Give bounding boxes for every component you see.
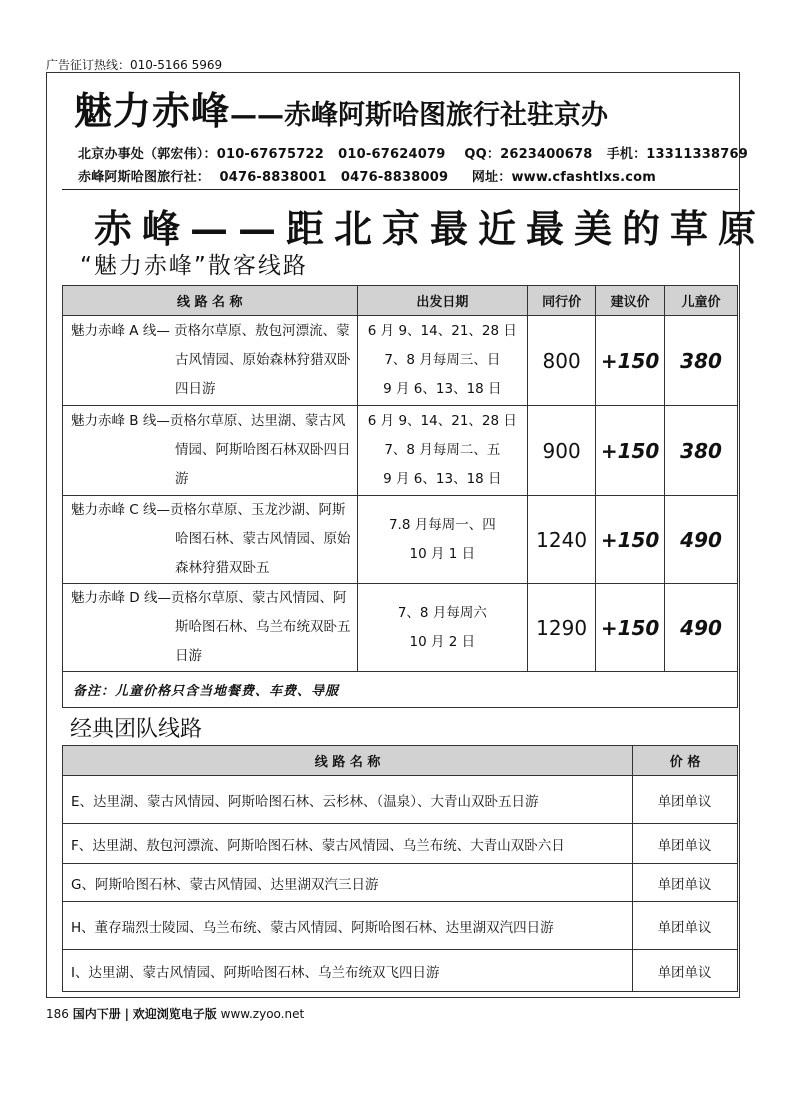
- suggested-price-cell: +150: [596, 316, 665, 406]
- table-row: [63, 824, 738, 864]
- child-price-note: 备注：儿童价格只含当地餐费、车费、导服: [63, 672, 738, 708]
- col-header-price: 价 格: [633, 746, 738, 776]
- dates-cell: 7、8 月每周六 10 月 2 日: [357, 584, 528, 672]
- table-row: [63, 406, 738, 496]
- page-number: 186: [46, 1007, 69, 1021]
- footer-section: 国内下册: [72, 1007, 121, 1021]
- price-cell: 单团单议: [633, 776, 738, 824]
- col-header-suggested: 建议价: [596, 286, 665, 316]
- scatter-routes-table: [62, 285, 738, 708]
- table-row: [63, 902, 738, 950]
- route-cell: 魅力赤峰 C 线—贡格尔草原、玉龙沙湖、阿斯哈图石林、蒙古风情园、原始森林狩猎双卧五: [63, 496, 358, 584]
- child-price-cell: 380: [665, 316, 738, 406]
- route-cell: 魅力赤峰 D 线—贡格尔草原、蒙古风情园、阿斯哈图石林、乌兰布统双卧五日游: [63, 584, 358, 672]
- suggested-price-cell: +150: [596, 406, 665, 496]
- suggested-price-cell: +150: [596, 496, 665, 584]
- route-cell: E、达里湖、蒙古风情园、阿斯哈图石林、云杉林、（温泉）、大青山双卧五日游: [63, 776, 633, 824]
- dates-cell: 6 月 9、14、21、28 日 7、8 月每周二、五 9 月 6、13、18 日: [357, 406, 528, 496]
- footer-tagline: 欢迎浏览电子版: [132, 1007, 217, 1021]
- route-cell: H、董存瑞烈士陵园、乌兰布统、蒙古风情园、阿斯哈图石林、达里湖双汽四日游: [63, 902, 633, 950]
- dates-cell: 7.8 月每周一、四 10 月 1 日: [357, 496, 528, 584]
- peer-price-cell: 800: [528, 316, 596, 406]
- footer-website: www.zyoo.net: [220, 1007, 305, 1021]
- col-header-peer-price: 同行价: [528, 286, 596, 316]
- contact-line-beijing: 北京办事处（郭宏伟）：010-67675722 010-67624079 QQ：2623400678 手机：13311338769: [78, 147, 749, 162]
- price-cell: 单团单议: [633, 950, 738, 992]
- child-price-cell: 490: [665, 496, 738, 584]
- peer-price-cell: 1240: [528, 496, 596, 584]
- note-row: [63, 672, 738, 708]
- route-cell: G、阿斯哈图石林、蒙古风情园、达里湖双汽三日游: [63, 864, 633, 902]
- brand-subtitle: ——赤峰阿斯哈图旅行社驻京办: [230, 100, 609, 131]
- table-row: [63, 776, 738, 824]
- footer-divider: |: [124, 1007, 129, 1021]
- route-cell: 魅力赤峰 B 线—贡格尔草原、达里湖、蒙古风情园、阿斯哈图石林双卧四日游: [63, 406, 358, 496]
- col-header-route: 线 路 名 称: [63, 286, 358, 316]
- price-cell: 单团单议: [633, 824, 738, 864]
- peer-price-cell: 1290: [528, 584, 596, 672]
- brand-title: 魅力赤峰——赤峰阿斯哈图旅行社驻京办: [74, 88, 609, 133]
- table-header-row: [63, 286, 738, 316]
- table-row: [63, 496, 738, 584]
- route-cell: I、达里湖、蒙古风情园、阿斯哈图石林、乌兰布统双飞四日游: [63, 950, 633, 992]
- route-cell: 魅力赤峰 A 线— 贡格尔草原、敖包河漂流、蒙古风情园、原始森林狩猎双卧四日游: [63, 316, 358, 406]
- peer-price-cell: 900: [528, 406, 596, 496]
- price-cell: 单团单议: [633, 902, 738, 950]
- page-footer: [46, 1005, 304, 1022]
- dates-cell: 6 月 9、14、21、28 日 7、8 月每周三、日 9 月 6、13、18 日: [357, 316, 528, 406]
- group-section-title: 经典团队线路: [70, 717, 203, 742]
- table-row: [63, 950, 738, 992]
- contact-line-agency: 赤峰阿斯哈图旅行社： 0476-8838001 0476-8838009 网址：www.cfashtlxs.com: [78, 170, 657, 185]
- ad-hotline: 广告征订热线：010-5166 5969: [46, 58, 223, 72]
- child-price-cell: 380: [665, 406, 738, 496]
- section-subheading: “魅力赤峰”散客线路: [80, 253, 308, 279]
- route-cell: F、达里湖、敖包河漂流、阿斯哈图石林、蒙古风情园、乌兰布统、大青山双卧六日: [63, 824, 633, 864]
- suggested-price-cell: +150: [596, 584, 665, 672]
- child-price-cell: 490: [665, 584, 738, 672]
- table-row: [63, 316, 738, 406]
- header-divider: [62, 189, 738, 190]
- table-row: [63, 864, 738, 902]
- table-header-row: [63, 746, 738, 776]
- col-header-child: 儿童价: [665, 286, 738, 316]
- price-cell: 单团单议: [633, 864, 738, 902]
- col-header-route: 线 路 名 称: [63, 746, 633, 776]
- col-header-dates: 出发日期: [357, 286, 528, 316]
- table-row: [63, 584, 738, 672]
- group-routes-table: [62, 745, 738, 992]
- page-headline: 赤峰——距北京最近最美的草原: [94, 206, 767, 251]
